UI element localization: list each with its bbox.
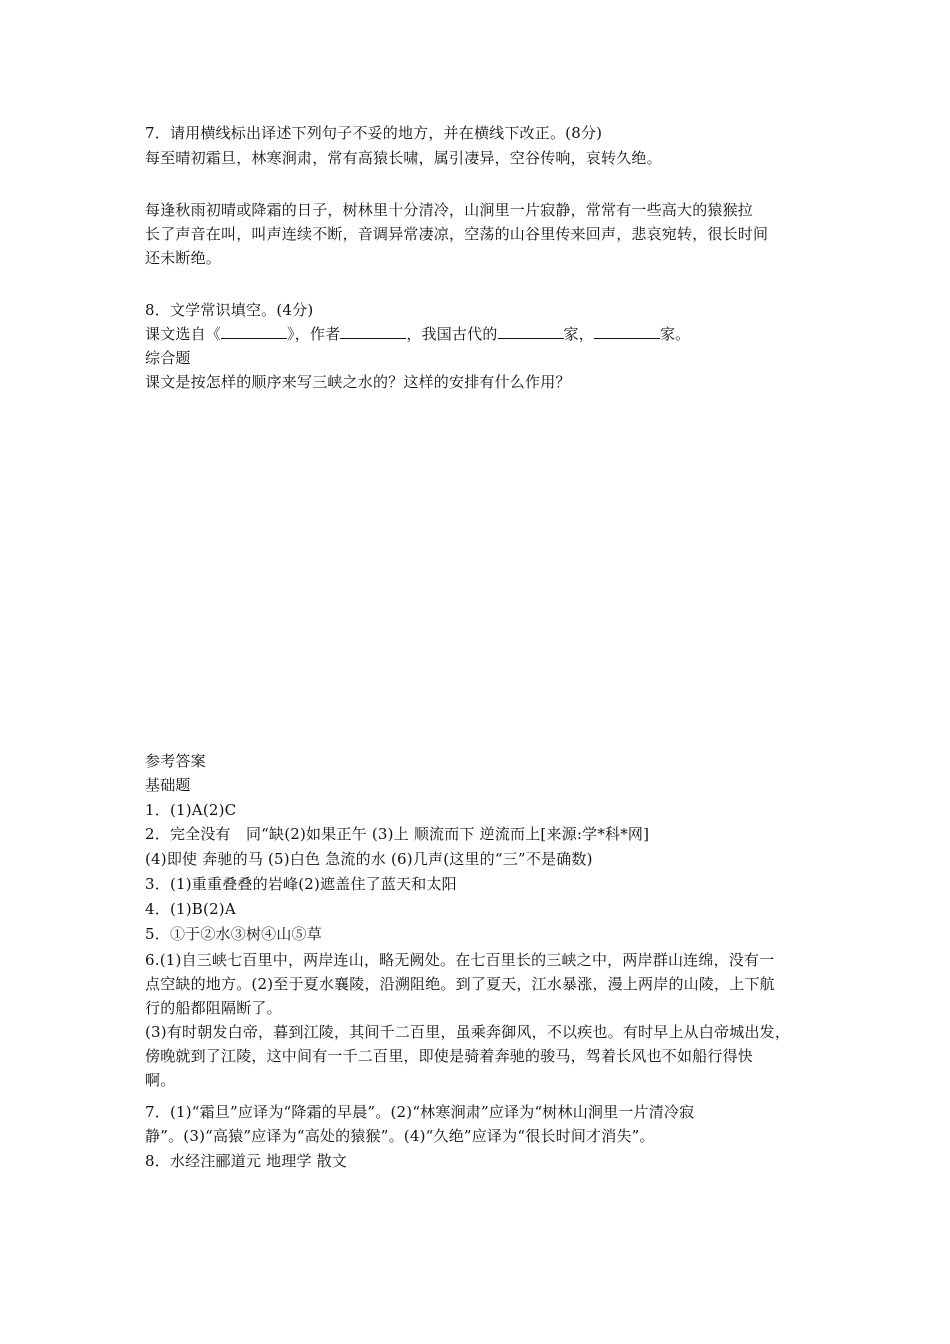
q8-part-4: 家， bbox=[563, 325, 594, 343]
q8-part-1: 课文选自《 bbox=[145, 325, 222, 343]
comprehensive-question: 课文是按怎样的顺序来写三峡之水的？这样的安排有什么作用？ bbox=[145, 373, 571, 391]
q7-prompt: 7．请用横线标出译述下列句子不妥的地方，并在横线下改正。(8分) bbox=[145, 124, 603, 142]
comprehensive-heading: 综合题 bbox=[145, 349, 191, 367]
answer-line: 3．(1)重重叠叠的岩峰(2)遮盖住了蓝天和太阳 bbox=[145, 875, 457, 893]
q8-fill-in-line bbox=[145, 324, 815, 344]
answer-line: 2．完全没有 同“缺(2)如果正午 (3)上 顺流而下 逆流而上[来源:学*科*网] bbox=[145, 825, 650, 843]
q8-part-2: 》，作者 bbox=[287, 325, 341, 343]
q8-prompt: 8．文学常识填空。(4分) bbox=[145, 301, 314, 319]
answer-line: (4)即使 奔驰的马 (5)白色 急流的水 (6)几声(这里的“三”不是确数) bbox=[145, 850, 593, 868]
answer-line: 1．(1)A(2)C bbox=[145, 801, 237, 819]
q7-translation-line-1: 每逢秋雨初晴或降霜的日子，树林里十分清冷，山涧里一片寂静，常常有一些高大的猿猴拉 bbox=[145, 201, 754, 219]
q8-part-5: 家。 bbox=[659, 325, 691, 343]
q8-part-3: ，我国古代的 bbox=[406, 325, 498, 343]
q7-original-sentence: 每至晴初霜旦，林寒涧肃，常有高猿长啸，属引凄异，空谷传响，哀转久绝。 bbox=[145, 149, 662, 167]
q7-translation-line-3: 还未断绝。 bbox=[145, 249, 222, 267]
answer-line: 傍晚就到了江陵，这中间有一千二百里，即使是骑着奔驰的骏马，驾着长风也不如船行得快 bbox=[145, 1047, 754, 1065]
answers-heading: 参考答案 bbox=[145, 752, 206, 770]
answer-line: 静”。(3)“高猿”应译为“高处的猿猴”。(4)“久绝”应译为“很长时间才消失”。 bbox=[145, 1127, 655, 1145]
answer-line: 啊。 bbox=[145, 1071, 176, 1089]
answer-line: 4．(1)B(2)A bbox=[145, 900, 236, 918]
blank-author[interactable] bbox=[340, 324, 406, 339]
answer-line: 点空缺的地方。(2)至于夏水襄陵，沿溯阻绝。到了夏天，江水暴涨，漫上两岸的山陵，上下航 bbox=[145, 975, 775, 993]
answers-subheading: 基础题 bbox=[145, 776, 191, 794]
answer-line: (3)有时朝发白帝，暮到江陵，其间千二百里，虽乘奔御风，不以疾也。有时早上从白帝城出发， bbox=[145, 1023, 791, 1041]
q7-translation-line-2: 长了声音在叫，叫声连续不断，音调异常凄凉，空荡的山谷里传来回声，悲哀宛转，很长时间 bbox=[145, 225, 769, 243]
answer-line: 8．水经注郦道元 地理学 散文 bbox=[145, 1152, 348, 1170]
blank-field-1[interactable] bbox=[498, 324, 564, 339]
blank-field-2[interactable] bbox=[594, 324, 660, 339]
blank-book-title[interactable] bbox=[221, 324, 287, 339]
answer-line: 行的船都阻隔断了。 bbox=[145, 999, 282, 1017]
answer-line: 5．①于②水③树④山⑤草 bbox=[145, 925, 322, 943]
answer-line: 6.(1)自三峡七百里中，两岸连山，略无阙处。在七百里长的三峡之中，两岸群山连绵，没有一 bbox=[145, 951, 775, 969]
answer-line: 7．(1)“霜旦”应译为“降霜的早晨”。(2)“林寒涧肃”应译为“树林山涧里一片清冷寂 bbox=[145, 1103, 695, 1121]
